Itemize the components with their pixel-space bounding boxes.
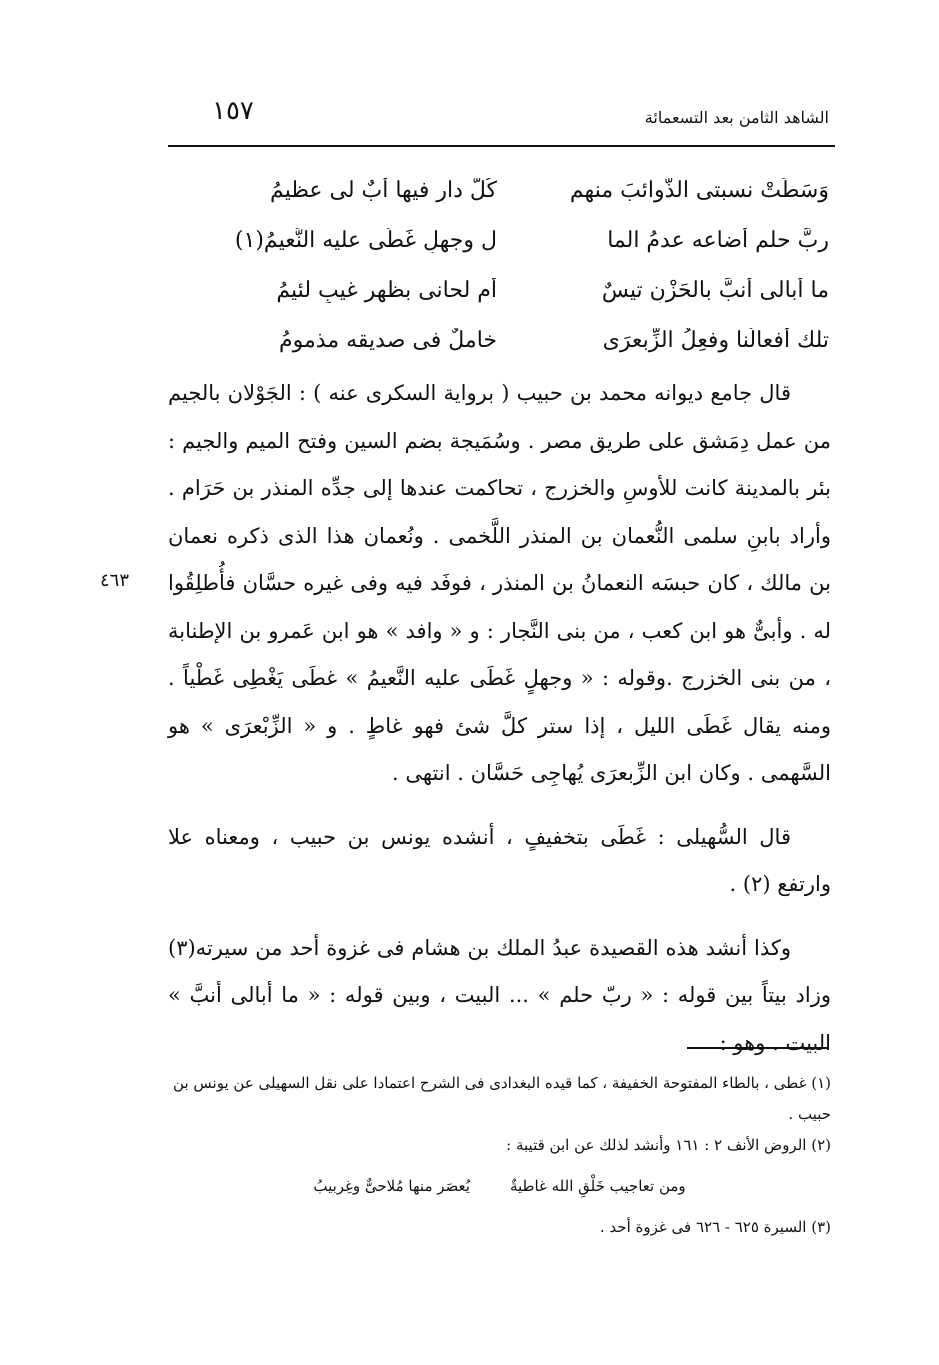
body-text — [168, 370, 831, 1083]
poem-verse — [207, 215, 829, 265]
footnote-2: (٢) الروض الأنف ٢ : ١٦١ وأنشد لذلك عن ابن قتيبة : — [506, 1136, 831, 1154]
poem-verse — [207, 265, 829, 315]
commentary-paragraph: قال جامع ديوانه محمد بن حبيب ( برواية السكرى عنه ) : الجَوْلان بالجيم من عمل دِمَشق على طريق مصر . وسُمَيجة بضم السين وفتح الميم والجيم : بئر بالمدينة كانت للأوسِ والخزرج ، تحاكمت عندها إلى جدِّه المنذر بن حَرَام . وأراد بابنِ سلمى النُّعمان بن المنذر اللَّخمى . ونُعمان هذا الذى ذكره نعمان بن مالك ، كان حبسَه النعمانُ بن المنذر ، فوفَد فيه وفى غيره حسَّان فأُطلِقُوا له . وأبىٌّ هو ابن كعب ، من بنى النَّجار : و « وافد » هو ابن عَمرو بن الإطنابة ، من بنى الخزرج .وقوله : « وجهلٍ غَطَى عليه النَّعيمُ » غطَى يَغْطِى غَطْياً . ومنه يقال غَطَى الليل ، إذا ستر كلَّ شئ فهو غاطٍ . و « الزِّبْعرَى » هو السَّهمى . وكان ابن الزِّبعرَى يُهاجِى حَسَّان . انتهى . — [168, 381, 831, 785]
verse-first-hemistich: ربَّ حلمٍ أضاعه عدمُ الما — [607, 227, 829, 253]
footnote-verse-first: ومن تعاجيب خَلْقِ الله غاطيةٌ — [509, 1177, 686, 1195]
verse-first-hemistich: تلك أفعالُنا وفعِلُ الزِّبعرَى — [602, 327, 829, 353]
footnote-verse — [168, 1171, 831, 1202]
verse-second-hemistich: ل وجهلٍ غَطَى عليه النَّعيمُ(١) — [234, 227, 497, 253]
poem-verse — [207, 165, 829, 215]
sira-paragraph: وكذا أنشد هذه القصيدة عبدُ الملك بن هشام فى غزوة أحد من سيرته(٣) وزاد بيتاً بين قوله : « ربّ حلم » ... البيت ، وبين قوله : « ما أبالى أنبَّ » البيت . وهو : — [168, 935, 831, 1055]
margin-page-reference: ٤٦٣ — [100, 570, 130, 591]
verse-second-hemistich: كُلُّ دارٍ فيها أبٌ لى عظيمُ — [270, 177, 497, 203]
verse-first-hemistich: وَسَطَتْ نسبتى الذَّوائبَ منهم — [569, 177, 829, 203]
page-number: ١٥٧ — [212, 96, 254, 126]
footnote-rule — [687, 1047, 827, 1049]
poem-verse — [207, 315, 829, 365]
footnote-3: (٣) السيرة ٦٢٥ - ٦٢٦ فى غزوة أحد . — [599, 1218, 831, 1236]
suhayli-paragraph: قال السُّهيلى : غَطَى بتخفيفٍ ، أنشده يونس بن حبيب ، ومعناه علا وارتفع (٢) . — [168, 824, 831, 896]
verse-second-hemistich: أم لحانى بظهرِ غيبٍ لئيمُ — [276, 277, 497, 303]
footnote-1: (١) غطى ، بالطاء المفتوحة الخفيفة ، كما قيده البغدادى فى الشرح اعتمادا على نقل السهيلى عن يونس بن حبيب . — [173, 1074, 831, 1123]
poem-block — [207, 165, 829, 365]
verse-first-hemistich: ما أبالى أنبَّ بالحَزْنِ تيسٌ — [601, 277, 829, 303]
footnote-verse-second: يُعصَر منها مُلاحىٌّ وغِربيبُ — [313, 1177, 470, 1195]
header-rule — [168, 145, 835, 147]
verse-second-hemistich: خاملٌ فى صديقه مذمومُ — [279, 327, 497, 353]
running-header-title: الشاهد الثامن بعد التسعمائة — [644, 108, 829, 127]
footnotes — [168, 1068, 831, 1243]
